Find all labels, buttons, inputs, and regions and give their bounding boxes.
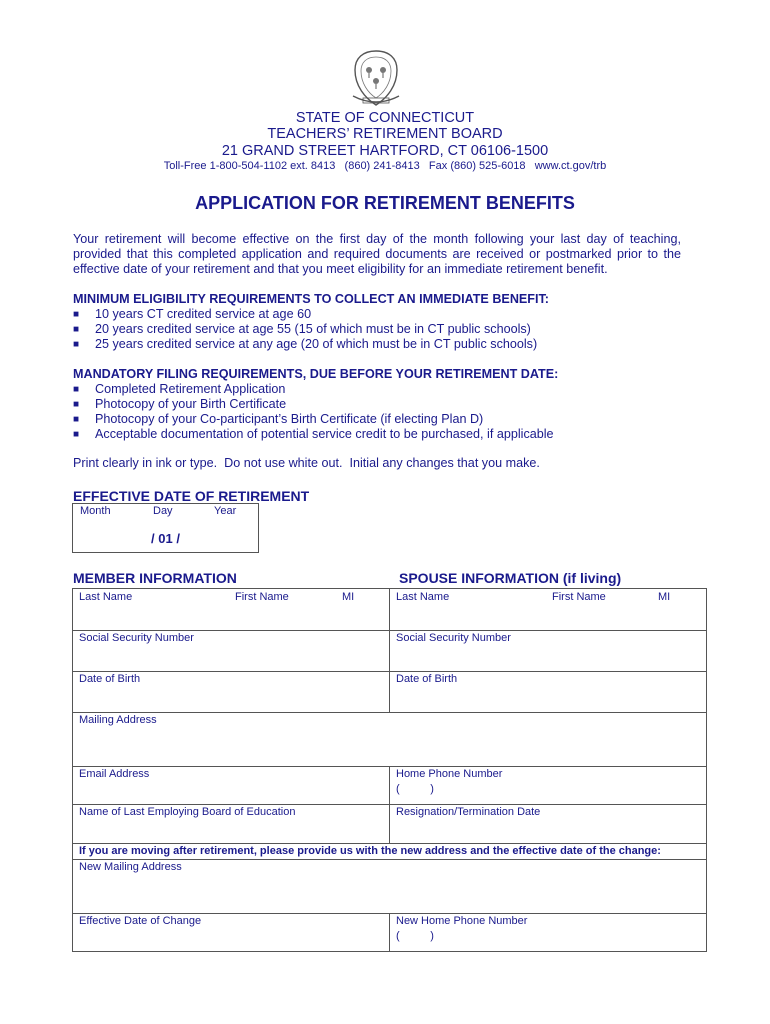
new-home-phone-field[interactable]: New Home Phone Number xyxy=(396,915,528,927)
list-item-text: 10 years CT credited service at age 60 xyxy=(95,307,312,321)
list-item-text: 20 years credited service at age 55 (15 of which must be in CT public schools) xyxy=(95,322,531,336)
list-item-text: Completed Retirement Application xyxy=(95,382,286,396)
row-divider xyxy=(73,712,706,713)
column-divider xyxy=(389,913,390,951)
intro-line: effective date of your retirement and that you meet eligibility for an immediate retirement benefit. xyxy=(73,262,608,276)
member-mi-field[interactable]: MI xyxy=(342,591,355,603)
termination-date-field[interactable]: Resignation/Termination Date xyxy=(396,806,541,818)
home-phone-field[interactable]: Home Phone Number xyxy=(396,768,503,780)
bullet-icon: ■ xyxy=(73,309,80,320)
agency-state: STATE OF CONNECTICUT xyxy=(295,110,475,126)
list-item-text: 25 years credited service at any age (20 of which must be in CT public schools) xyxy=(95,337,538,351)
spouse-dob-field[interactable]: Date of Birth xyxy=(396,673,458,685)
member-first-name-field[interactable]: First Name xyxy=(235,591,289,603)
spouse-mi-field[interactable]: MI xyxy=(658,591,671,603)
list-item xyxy=(73,307,537,322)
agency-address: 21 GRAND STREET HARTFORD, CT 06106-1500 xyxy=(221,143,549,159)
list-item-text: Acceptable documentation of potential service credit to be purchased, if applicable xyxy=(95,427,554,441)
list-item xyxy=(73,337,537,352)
effective-change-date-field[interactable]: Effective Date of Change xyxy=(79,915,202,927)
bullet-icon: ■ xyxy=(73,339,80,350)
row-divider xyxy=(73,859,706,860)
filing-list xyxy=(73,382,554,442)
new-mailing-address-field[interactable]: New Mailing Address xyxy=(79,861,182,873)
member-last-name-field[interactable]: Last Name xyxy=(79,591,133,603)
list-item-text: Photocopy of your Co-participant’s Birth Certificate (if electing Plan D) xyxy=(95,412,484,426)
agency-board: TEACHERS’ RETIREMENT BOARD xyxy=(267,126,503,142)
column-divider xyxy=(389,766,390,843)
print-instructions: Print clearly in ink or type. Do not use white out. Initial any changes that you make. xyxy=(73,456,540,470)
member-dob-field[interactable]: Date of Birth xyxy=(79,673,141,685)
column-divider xyxy=(389,589,390,712)
list-item xyxy=(73,427,554,442)
email-field[interactable]: Email Address xyxy=(79,768,150,780)
day-label: Day xyxy=(153,505,173,517)
list-item xyxy=(73,397,554,412)
member-info-heading: MEMBER INFORMATION xyxy=(73,570,237,586)
intro-paragraph xyxy=(73,232,681,277)
spouse-info-heading: SPOUSE INFORMATION (if living) xyxy=(399,570,622,586)
row-divider xyxy=(73,843,706,844)
bullet-icon: ■ xyxy=(73,429,80,440)
list-item-text: Photocopy of your Birth Certificate xyxy=(95,397,287,411)
effective-date-field[interactable]: / 01 / xyxy=(151,531,180,546)
filing-heading: MANDATORY FILING REQUIREMENTS, DUE BEFORE YOUR RETIREMENT DATE: xyxy=(73,367,559,381)
mailing-address-field[interactable]: Mailing Address xyxy=(79,714,157,726)
bullet-icon: ■ xyxy=(73,324,80,335)
spouse-ssn-field[interactable]: Social Security Number xyxy=(396,632,511,644)
page-title: APPLICATION FOR RETIREMENT BENEFITS xyxy=(195,193,575,213)
effective-date-box xyxy=(72,503,259,553)
year-label: Year xyxy=(214,505,237,517)
state-seal-icon xyxy=(349,48,403,108)
list-item xyxy=(73,412,554,427)
bullet-icon: ■ xyxy=(73,384,80,395)
list-item xyxy=(73,382,554,397)
moving-note: If you are moving after retirement, please provide us with the new address and the effective date of the change: xyxy=(79,845,661,857)
new-home-phone-area-code[interactable]: ( ) xyxy=(396,930,434,942)
last-employer-field[interactable]: Name of Last Employing Board of Education xyxy=(79,806,296,818)
home-phone-area-code[interactable]: ( ) xyxy=(396,783,434,795)
effective-date-heading: EFFECTIVE DATE OF RETIREMENT xyxy=(73,488,310,504)
bullet-icon: ■ xyxy=(73,399,80,410)
eligibility-list xyxy=(73,307,537,352)
spouse-last-name-field[interactable]: Last Name xyxy=(396,591,450,603)
intro-line: provided that this completed application and required documents are received or postmarked prior to the xyxy=(73,247,681,261)
bullet-icon: ■ xyxy=(73,414,80,425)
spouse-first-name-field[interactable]: First Name xyxy=(552,591,606,603)
list-item xyxy=(73,322,537,337)
agency-contact: Toll-Free 1-800-504-1102 ext. 8413 (860) 241-8413 Fax (860) 525-6018 www.ct.gov/trb xyxy=(163,160,607,172)
eligibility-heading: MINIMUM ELIGIBILITY REQUIREMENTS TO COLLECT AN IMMEDIATE BENEFIT: xyxy=(73,292,549,306)
member-ssn-field[interactable]: Social Security Number xyxy=(79,632,194,644)
month-label: Month xyxy=(80,505,111,517)
intro-line: Your retirement will become effective on the first day of the month following your last day of teaching, xyxy=(73,232,681,246)
